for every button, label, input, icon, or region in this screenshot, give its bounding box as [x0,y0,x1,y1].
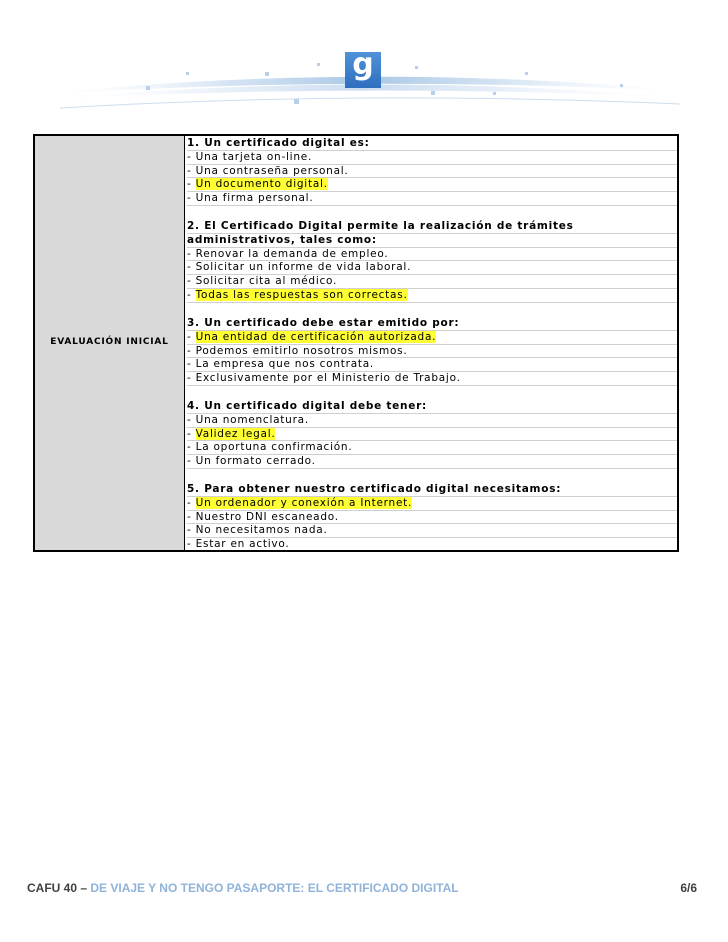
section-label-cell [35,136,185,550]
logo [345,47,381,88]
page-number: 6/6 [680,881,697,895]
course-code: CAFU 40 – [27,881,91,895]
question-title-cont: administrativos, tales como: [187,234,677,248]
answer-option: - Una nomenclatura. [187,414,677,428]
question-title: 5. Para obtener nuestro certificado digital necesitamos: [187,483,677,497]
logo-letter: g [352,47,374,82]
answer-option: - Una tarjeta on-line. [187,151,677,165]
answer-option-correct: - Una entidad de certificación autorizada. [187,331,677,345]
question-block [187,220,677,303]
questions-cell [185,136,677,550]
question-block [187,483,677,552]
answer-option: - Solicitar cita al médico. [187,275,677,289]
answer-option: - Nuestro DNI escaneado. [187,511,677,525]
answer-option-correct: - Todas las respuestas son correctas. [187,289,677,303]
answer-option: - La empresa que nos contrata. [187,358,677,372]
answer-option: - Renovar la demanda de empleo. [187,248,677,262]
page-footer [27,881,697,895]
evaluation-table [33,134,679,552]
answer-option-correct: - Un ordenador y conexión a Internet. [187,497,677,511]
question-title: 3. Un certificado debe estar emitido por: [187,317,677,331]
answer-option: - Exclusivamente por el Ministerio de Trabajo. [187,372,677,386]
answer-option: - Un formato cerrado. [187,455,677,469]
answer-option: - La oportuna confirmación. [187,441,677,455]
question-title: 1. Un certificado digital es: [187,137,677,151]
answer-option: - Una firma personal. [187,192,677,206]
question-block [187,400,677,469]
question-title: 2. El Certificado Digital permite la realización de trámites [187,220,677,234]
course-title: DE VIAJE Y NO TENGO PASAPORTE: EL CERTIFICADO DIGITAL [90,881,459,895]
section-label: EVALUACIÓN INICIAL [50,337,169,347]
answer-option: - No necesitamos nada. [187,524,677,538]
answer-option-correct: - Validez legal. [187,428,677,442]
question-block [187,317,677,386]
header-banner [0,0,728,125]
question-block [187,137,677,206]
answer-option: - Una contraseña personal. [187,165,677,179]
answer-option: - Podemos emitirlo nosotros mismos. [187,345,677,359]
question-title: 4. Un certificado digital debe tener: [187,400,677,414]
answer-option-correct: - Un documento digital. [187,178,677,192]
answer-option: - Solicitar un informe de vida laboral. [187,261,677,275]
answer-option: - Estar en activo. [187,538,290,551]
